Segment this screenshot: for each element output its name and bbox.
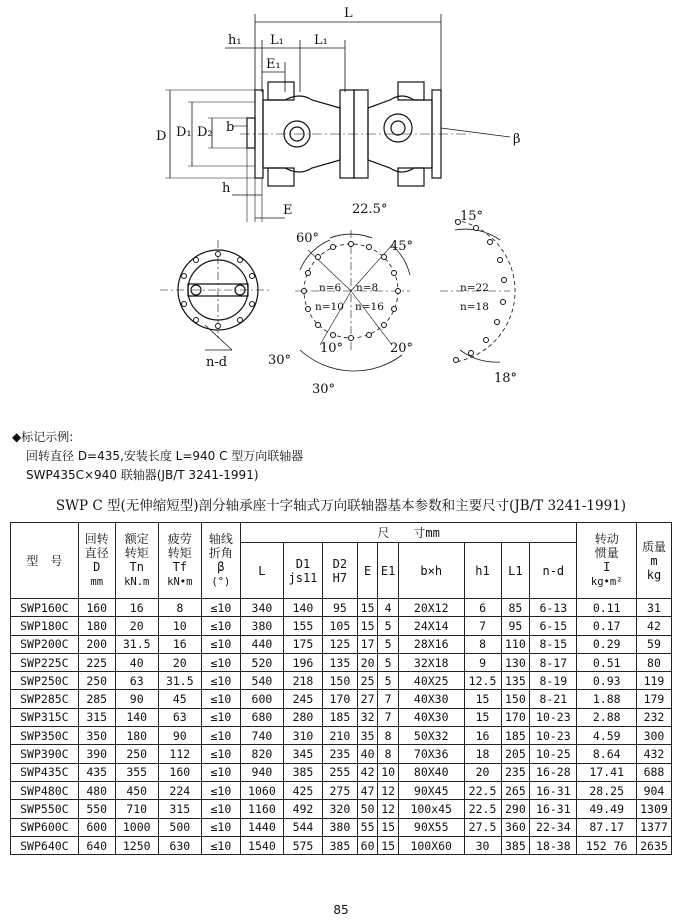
table-cell: 63 [158, 708, 201, 726]
table-cell: ≤10 [201, 653, 240, 671]
table-cell: 95 [501, 617, 530, 635]
table-cell: 16 [158, 635, 201, 653]
table-cell: 22.5 [464, 781, 501, 799]
table-cell: 904 [636, 781, 671, 799]
table-cell: 265 [501, 781, 530, 799]
table-cell: 90 [158, 727, 201, 745]
table-cell: SWP480C [11, 781, 79, 799]
table-cell: 492 [283, 800, 322, 818]
table-cell: 320 [322, 800, 357, 818]
table-cell: 35 [357, 727, 378, 745]
angle-30-bottom: 30° [312, 382, 336, 397]
table-cell: ≤10 [201, 690, 240, 708]
table-cell: 0.93 [577, 672, 637, 690]
table-cell: SWP435C [11, 763, 79, 781]
table-cell: 30 [464, 836, 501, 854]
table-cell: 310 [283, 727, 322, 745]
table-cell: 17.41 [577, 763, 637, 781]
table-cell: 15 [378, 818, 399, 836]
table-cell: 180 [115, 727, 158, 745]
table-cell: SWP225C [11, 653, 79, 671]
table-cell: 47 [357, 781, 378, 799]
table-cell: 50 [357, 800, 378, 818]
table-cell: 600 [78, 818, 115, 836]
table-cell: 1060 [240, 781, 283, 799]
table-cell: 8-17 [530, 653, 577, 671]
table-cell: 550 [78, 800, 115, 818]
header-E: E [357, 543, 378, 599]
table-cell: 290 [501, 800, 530, 818]
table-body [11, 599, 672, 855]
table-cell: 480 [78, 781, 115, 799]
table-cell: 40 [115, 653, 158, 671]
table-cell: 20 [357, 653, 378, 671]
table-cell: 15 [464, 690, 501, 708]
table-cell: 250 [115, 745, 158, 763]
table-cell: 60 [357, 836, 378, 854]
table-cell: 520 [240, 653, 283, 671]
table-cell: 31 [636, 599, 671, 617]
table-cell: 9 [464, 653, 501, 671]
table-cell: 85 [501, 599, 530, 617]
table-cell: 95 [322, 599, 357, 617]
header-Tn: 额定 转矩 Tn kN.m [115, 523, 158, 599]
table-cell: 15 [357, 599, 378, 617]
table-row [11, 763, 672, 781]
header-D1: D1 js11 [283, 543, 322, 599]
label-b: b [226, 120, 235, 135]
table-cell: 70X36 [398, 745, 464, 763]
table-row [11, 635, 672, 653]
table-cell: 45 [158, 690, 201, 708]
table-cell: ≤10 [201, 745, 240, 763]
table-cell: 0.17 [577, 617, 637, 635]
header-beta: 轴线 折角 β (°) [201, 523, 240, 599]
table-cell: 119 [636, 672, 671, 690]
table-cell: 385 [322, 836, 357, 854]
table-title: SWP C 型(无伸缩短型)剖分轴承座十字轴式万向联轴器基本参数和主要尺寸(JB/T 3241-1991) [55, 498, 627, 514]
angle-60: 60° [296, 231, 320, 246]
table-cell: SWP350C [11, 727, 79, 745]
table-cell: 28X16 [398, 635, 464, 653]
table-cell: 8-19 [530, 672, 577, 690]
table-cell: 90 [115, 690, 158, 708]
header-L: L [240, 543, 283, 599]
table-cell: 185 [501, 727, 530, 745]
table-cell: 90X45 [398, 781, 464, 799]
table-cell: 10 [158, 617, 201, 635]
table-cell: 0.29 [577, 635, 637, 653]
table-cell: 200 [78, 635, 115, 653]
table-cell: 10-23 [530, 708, 577, 726]
table-cell: 315 [158, 800, 201, 818]
header-model: 型 号 [11, 523, 79, 599]
table-cell: 16-31 [530, 800, 577, 818]
table-cell: 4.59 [577, 727, 637, 745]
table-cell: SWP250C [11, 672, 79, 690]
table-cell: 205 [501, 745, 530, 763]
table-cell: 28.25 [577, 781, 637, 799]
table-cell: 232 [636, 708, 671, 726]
table-cell: 8.64 [577, 745, 637, 763]
table-cell: 12.5 [464, 672, 501, 690]
table-cell: 7 [378, 690, 399, 708]
angle-15: 15° [460, 209, 484, 224]
table-cell: SWP640C [11, 836, 79, 854]
table-cell: 540 [240, 672, 283, 690]
table-cell: 16 [115, 599, 158, 617]
table-cell: 135 [322, 653, 357, 671]
table-cell: 40X25 [398, 672, 464, 690]
table-cell: 8 [378, 727, 399, 745]
angle-10: 10° [320, 341, 344, 356]
table-cell: 235 [322, 745, 357, 763]
header-h1: h1 [464, 543, 501, 599]
table-cell: 710 [115, 800, 158, 818]
table-cell: 8-21 [530, 690, 577, 708]
table-cell: 6-15 [530, 617, 577, 635]
table-cell: 5 [378, 635, 399, 653]
table-cell: SWP550C [11, 800, 79, 818]
table-cell: 42 [357, 763, 378, 781]
table-cell: 18-38 [530, 836, 577, 854]
table-row [11, 781, 672, 799]
table-cell: 680 [240, 708, 283, 726]
table-cell: 20 [115, 617, 158, 635]
table-cell: 688 [636, 763, 671, 781]
table-cell: 255 [322, 763, 357, 781]
table-cell: 49.49 [577, 800, 637, 818]
table-cell: 42 [636, 617, 671, 635]
table-cell: 16 [464, 727, 501, 745]
example-heading: ◆标记示例: [12, 430, 74, 444]
table-cell: 31.5 [115, 635, 158, 653]
table-cell: 10 [378, 763, 399, 781]
table-cell: ≤10 [201, 818, 240, 836]
table-cell: 8 [378, 745, 399, 763]
table-cell: 160 [158, 763, 201, 781]
table-cell: 235 [501, 763, 530, 781]
table-cell: 940 [240, 763, 283, 781]
header-D2: D2 H7 [322, 543, 357, 599]
angle-22-5: 22.5° [352, 202, 388, 217]
table-cell: ≤10 [201, 617, 240, 635]
label-beta: β [513, 132, 521, 147]
table-cell: 575 [283, 836, 322, 854]
table-cell: 1440 [240, 818, 283, 836]
table-cell: 155 [283, 617, 322, 635]
table-cell: 100x45 [398, 800, 464, 818]
table-cell: 22-34 [530, 818, 577, 836]
page-number: 85 [333, 903, 349, 917]
table-row [11, 836, 672, 854]
table-cell: 385 [501, 836, 530, 854]
table-cell: 1.88 [577, 690, 637, 708]
table-cell: SWP285C [11, 690, 79, 708]
table-cell: 1377 [636, 818, 671, 836]
table-cell: 18 [464, 745, 501, 763]
table-cell: ≤10 [201, 727, 240, 745]
table-cell: 196 [283, 653, 322, 671]
table-row [11, 708, 672, 726]
label-E: E [283, 203, 293, 218]
table-cell: 32 [357, 708, 378, 726]
angle-20: 20° [390, 341, 414, 356]
table-cell: 125 [322, 635, 357, 653]
table-cell: 435 [78, 763, 115, 781]
table-cell: 218 [283, 672, 322, 690]
table-cell: ≤10 [201, 836, 240, 854]
n-label-22: n=22 [460, 282, 489, 294]
label-D: D [156, 129, 167, 144]
table-cell: 130 [501, 653, 530, 671]
table-cell: ≤10 [201, 800, 240, 818]
table-cell: 225 [78, 653, 115, 671]
table-cell: ≤10 [201, 635, 240, 653]
table-cell: 10-25 [530, 745, 577, 763]
header-dimensions: 尺 寸mm [240, 523, 577, 543]
header-bxh: b×h [398, 543, 464, 599]
table-cell: 15 [464, 708, 501, 726]
table-row [11, 727, 672, 745]
table-cell: 16-28 [530, 763, 577, 781]
label-E1: E₁ [266, 57, 281, 72]
table-row [11, 653, 672, 671]
table-row [11, 690, 672, 708]
table-cell: 15 [357, 617, 378, 635]
table-cell: 300 [636, 727, 671, 745]
table-cell: 210 [322, 727, 357, 745]
label-L: L [344, 6, 353, 21]
table-cell: 7 [464, 617, 501, 635]
table-cell: 17 [357, 635, 378, 653]
table-cell: 40X30 [398, 708, 464, 726]
table-cell: 0.11 [577, 599, 637, 617]
angle-45: 45° [390, 239, 414, 254]
table-cell: 50X32 [398, 727, 464, 745]
table-cell: 20 [158, 653, 201, 671]
table-cell: ≤10 [201, 599, 240, 617]
table-cell: 40X30 [398, 690, 464, 708]
n-label-8: n=8 [356, 282, 379, 294]
table-cell: 1250 [115, 836, 158, 854]
table-cell: 40 [357, 745, 378, 763]
header-E1: E1 [378, 543, 399, 599]
table-cell: 27.5 [464, 818, 501, 836]
header-mass: 质量 m kg [636, 523, 671, 599]
label-nd: n-d [206, 355, 228, 370]
table-cell: 544 [283, 818, 322, 836]
table-cell: 87.17 [577, 818, 637, 836]
table-cell: 820 [240, 745, 283, 763]
table-cell: 90X55 [398, 818, 464, 836]
table-cell: 100X60 [398, 836, 464, 854]
table-cell: 740 [240, 727, 283, 745]
table-cell: 385 [283, 763, 322, 781]
table-cell: SWP600C [11, 818, 79, 836]
n-label-6: n=6 [319, 282, 342, 294]
table-cell: 245 [283, 690, 322, 708]
example-line-1: 回转直径 D=435,安装长度 L=940 C 型万向联轴器 [26, 449, 304, 463]
table-cell: 2635 [636, 836, 671, 854]
table-cell: 80 [636, 653, 671, 671]
header-nd: n-d [530, 543, 577, 599]
table-cell: 135 [501, 672, 530, 690]
table-cell: 380 [322, 818, 357, 836]
table-cell: 1160 [240, 800, 283, 818]
angle-18: 18° [494, 371, 518, 386]
table-cell: 4 [378, 599, 399, 617]
table-cell: SWP315C [11, 708, 79, 726]
table-cell: 140 [115, 708, 158, 726]
table-cell: 24X14 [398, 617, 464, 635]
table-cell: 1000 [115, 818, 158, 836]
table-cell: ≤10 [201, 763, 240, 781]
table-cell: 12 [378, 800, 399, 818]
table-cell: 20X12 [398, 599, 464, 617]
table-cell: 140 [283, 599, 322, 617]
table-cell: 1540 [240, 836, 283, 854]
label-L1b: L₁ [314, 33, 328, 48]
table-cell: 600 [240, 690, 283, 708]
table-cell: 8-15 [530, 635, 577, 653]
table-cell: ≤10 [201, 708, 240, 726]
table-cell: 105 [322, 617, 357, 635]
table-row [11, 672, 672, 690]
table-cell: 185 [322, 708, 357, 726]
table-cell: 340 [240, 599, 283, 617]
table-cell: 390 [78, 745, 115, 763]
table-cell: 16-31 [530, 781, 577, 799]
table-cell: 170 [501, 708, 530, 726]
table-cell: 432 [636, 745, 671, 763]
table-cell: SWP160C [11, 599, 79, 617]
table-cell: 160 [78, 599, 115, 617]
table-cell: 179 [636, 690, 671, 708]
table-cell: 350 [78, 727, 115, 745]
table-cell: 59 [636, 635, 671, 653]
table-cell: 440 [240, 635, 283, 653]
table-cell: 5 [378, 653, 399, 671]
table-cell: 12 [378, 781, 399, 799]
header-I: 转动 惯量 I kg•m² [577, 523, 637, 599]
table-row [11, 800, 672, 818]
label-h: h [222, 181, 231, 196]
n-label-16: n=16 [355, 301, 384, 313]
table-cell: 250 [78, 672, 115, 690]
table-cell: 8 [158, 599, 201, 617]
table-cell: 0.51 [577, 653, 637, 671]
angle-30-left: 30° [268, 353, 292, 368]
table-cell: 27 [357, 690, 378, 708]
table-cell: 55 [357, 818, 378, 836]
table-cell: 8 [464, 635, 501, 653]
table-cell: ≤10 [201, 781, 240, 799]
label-D1: D₁ [176, 125, 192, 140]
table-cell: 150 [322, 672, 357, 690]
table-cell: SWP180C [11, 617, 79, 635]
table-cell: 360 [501, 818, 530, 836]
table-cell: 152 76 [577, 836, 637, 854]
table-cell: 7 [378, 708, 399, 726]
header-Tf: 疲劳 转矩 Tf kN•m [158, 523, 201, 599]
table-cell: 2.88 [577, 708, 637, 726]
example-line-2: SWP435C×940 联轴器(JB/T 3241-1991) [26, 468, 259, 482]
table-cell: 6 [464, 599, 501, 617]
n-label-10: n=10 [315, 301, 344, 313]
table-cell: 5 [378, 672, 399, 690]
table-cell: 280 [283, 708, 322, 726]
table-cell: 380 [240, 617, 283, 635]
table-cell: 31.5 [158, 672, 201, 690]
label-D2: D₂ [197, 125, 213, 140]
table-cell: 355 [115, 763, 158, 781]
parameter-table [10, 522, 672, 855]
table-cell: 150 [501, 690, 530, 708]
table-cell: 500 [158, 818, 201, 836]
table-cell: 425 [283, 781, 322, 799]
table-cell: 10-23 [530, 727, 577, 745]
table-cell: 110 [501, 635, 530, 653]
table-cell: 224 [158, 781, 201, 799]
table-row [11, 599, 672, 617]
table-cell: 450 [115, 781, 158, 799]
table-cell: 25 [357, 672, 378, 690]
table-cell: 32X18 [398, 653, 464, 671]
table-cell: ≤10 [201, 672, 240, 690]
table-cell: 285 [78, 690, 115, 708]
n-label-18: n=18 [460, 301, 489, 313]
table-cell: 640 [78, 836, 115, 854]
table-row [11, 745, 672, 763]
table-cell: SWP390C [11, 745, 79, 763]
table-cell: 20 [464, 763, 501, 781]
table-cell: 112 [158, 745, 201, 763]
table-cell: 180 [78, 617, 115, 635]
table-cell: SWP200C [11, 635, 79, 653]
header-D: 回转 直径 D mm [78, 523, 115, 599]
table-cell: 80X40 [398, 763, 464, 781]
coupling-drawing [0, 0, 682, 410]
header-L1: L1 [501, 543, 530, 599]
table-cell: 1309 [636, 800, 671, 818]
table-cell: 630 [158, 836, 201, 854]
table-row [11, 617, 672, 635]
table-cell: 15 [378, 836, 399, 854]
table-cell: 275 [322, 781, 357, 799]
table-cell: 6-13 [530, 599, 577, 617]
table-cell: 315 [78, 708, 115, 726]
label-L1a: L₁ [270, 33, 284, 48]
table-cell: 63 [115, 672, 158, 690]
table-row [11, 818, 672, 836]
label-h1: h₁ [228, 33, 242, 48]
table-cell: 5 [378, 617, 399, 635]
table-cell: 170 [322, 690, 357, 708]
table-cell: 22.5 [464, 800, 501, 818]
table-cell: 345 [283, 745, 322, 763]
table-cell: 175 [283, 635, 322, 653]
